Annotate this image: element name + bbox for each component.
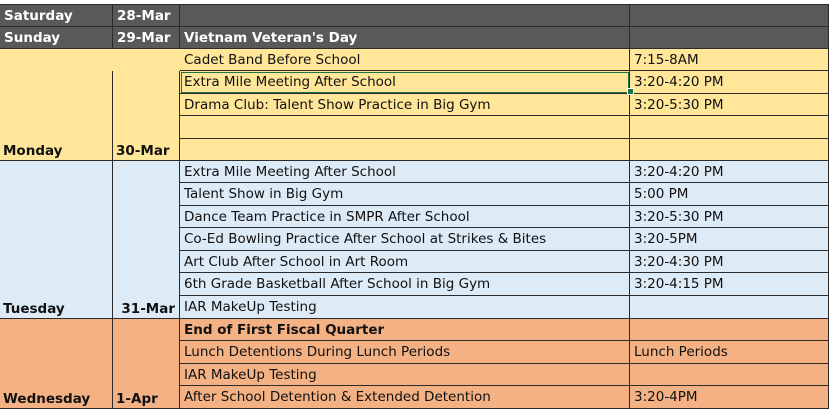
- time-cell[interactable]: [630, 364, 829, 386]
- event-label: IAR MakeUp Testing: [184, 366, 317, 383]
- time-cell[interactable]: [630, 251, 829, 273]
- event-cell[interactable]: [180, 228, 630, 251]
- time-cell[interactable]: [630, 139, 829, 161]
- event-cell[interactable]: [180, 139, 630, 161]
- event-cell[interactable]: [180, 161, 630, 183]
- table-row: [0, 183, 829, 206]
- table-row: [0, 228, 829, 251]
- time-label: 3:20-4:30 PM: [634, 253, 724, 270]
- time-cell[interactable]: [630, 386, 829, 409]
- event-label: Art Club After School in Art Room: [184, 253, 409, 270]
- event-label: IAR MakeUp Testing: [184, 299, 317, 315]
- time-cell[interactable]: [630, 228, 829, 251]
- event-cell[interactable]: [180, 94, 630, 116]
- time-cell[interactable]: [630, 206, 829, 228]
- event-label: Lunch Detentions During Lunch Periods: [184, 344, 451, 360]
- selected-event-cell[interactable]: [180, 71, 630, 94]
- time-label: 3:20-4PM: [634, 389, 698, 405]
- time-label: 3:20-5PM: [634, 231, 698, 247]
- event-label: End of First Fiscal Quarter: [184, 321, 385, 338]
- date-cell[interactable]: [113, 27, 180, 49]
- date-label: 1-Apr: [116, 391, 158, 407]
- time-label: Lunch Periods: [634, 344, 728, 360]
- event-cell[interactable]: [180, 5, 630, 27]
- event-cell[interactable]: [180, 183, 630, 206]
- event-label: 6th Grade Basketball After School in Big Gym: [184, 276, 491, 292]
- day-cell[interactable]: [0, 5, 113, 27]
- event-label: After School Detention & Extended Detention: [184, 389, 491, 405]
- table-row: [0, 161, 829, 183]
- event-cell[interactable]: [180, 341, 630, 364]
- selection-fill-handle[interactable]: [627, 88, 634, 95]
- event-label: Extra Mile Meeting After School: [184, 163, 396, 180]
- table-row: [0, 49, 829, 71]
- time-cell[interactable]: [630, 273, 829, 296]
- event-cell[interactable]: [180, 319, 630, 341]
- day-cell[interactable]: [0, 27, 113, 49]
- date-label: 31-Mar: [121, 301, 175, 317]
- event-cell[interactable]: [180, 364, 630, 386]
- event-label: Dance Team Practice in SMPR After School: [184, 208, 470, 225]
- table-row: [0, 296, 829, 319]
- saturday-row: [0, 5, 829, 27]
- date-label: 30-Mar: [116, 143, 170, 159]
- table-row: [0, 273, 829, 296]
- time-label: 3:20-5:30 PM: [634, 208, 724, 225]
- time-label: 5:00 PM: [634, 186, 689, 202]
- event-cell[interactable]: [180, 251, 630, 273]
- date-cell[interactable]: [113, 5, 180, 27]
- time-label: 3:20-4:15 PM: [634, 276, 724, 292]
- time-cell[interactable]: [630, 341, 829, 364]
- time-label: 7:15-8AM: [634, 51, 699, 68]
- time-label: 3:20-5:30 PM: [634, 96, 724, 113]
- table-row: [0, 139, 829, 161]
- event-cell[interactable]: [180, 386, 630, 409]
- event-label: Vietnam Veteran's Day: [184, 29, 358, 46]
- day-label: Wednesday: [3, 391, 91, 407]
- day-label: Tuesday: [3, 301, 65, 317]
- day-label: Monday: [3, 143, 63, 159]
- time-cell[interactable]: [630, 27, 829, 49]
- table-row: [0, 386, 829, 409]
- event-label: Extra Mile Meeting After School: [184, 74, 396, 90]
- time-label: 3:20-4:20 PM: [634, 74, 724, 90]
- table-row: [0, 341, 829, 364]
- time-cell[interactable]: [630, 49, 829, 71]
- date-label: 29-Mar: [117, 29, 171, 46]
- time-cell[interactable]: [630, 183, 829, 206]
- event-cell[interactable]: [180, 116, 630, 139]
- date-label: 28-Mar: [117, 7, 171, 24]
- day-label: Saturday: [4, 7, 73, 24]
- event-cell[interactable]: [180, 27, 630, 49]
- event-label: Talent Show in Big Gym: [184, 186, 344, 202]
- time-cell[interactable]: [630, 116, 829, 139]
- event-label: Drama Club: Talent Show Practice in Big Gym: [184, 96, 491, 113]
- time-label: 3:20-4:20 PM: [634, 163, 724, 180]
- time-cell[interactable]: [630, 296, 829, 319]
- event-cell[interactable]: [180, 296, 630, 319]
- day-label: Sunday: [4, 29, 61, 46]
- time-cell[interactable]: [630, 319, 829, 341]
- table-row: [0, 116, 829, 139]
- time-cell[interactable]: [630, 94, 829, 116]
- event-cell[interactable]: [180, 49, 630, 71]
- table-row: [0, 206, 829, 228]
- table-row: [0, 94, 829, 116]
- table-row: [0, 319, 829, 341]
- table-row: [0, 251, 829, 273]
- event-cell[interactable]: [180, 273, 630, 296]
- event-label: Cadet Band Before School: [184, 51, 361, 68]
- time-cell[interactable]: [630, 5, 829, 27]
- time-cell[interactable]: [630, 71, 829, 94]
- event-cell[interactable]: [180, 206, 630, 228]
- sunday-row: [0, 27, 829, 49]
- table-row: [0, 71, 829, 94]
- time-cell[interactable]: [630, 161, 829, 183]
- table-row: [0, 364, 829, 386]
- event-label: Co-Ed Bowling Practice After School at Strikes & Bites: [184, 231, 547, 247]
